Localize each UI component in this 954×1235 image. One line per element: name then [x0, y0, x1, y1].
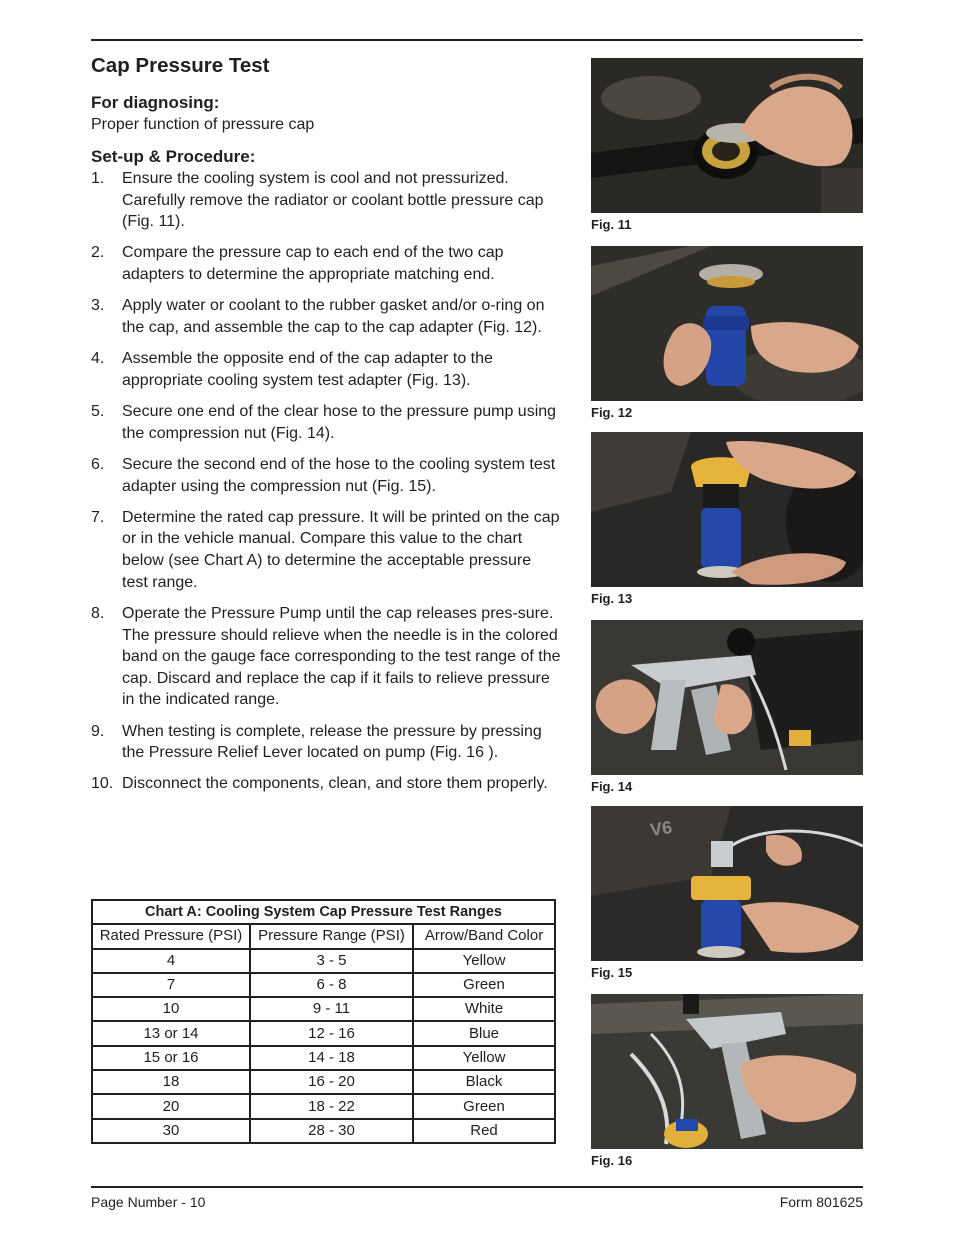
pressure-range-cell: 16 - 20 [250, 1070, 413, 1094]
step-number: 10. [91, 775, 114, 793]
column-header: Pressure Range (PSI) [250, 924, 413, 948]
band-color-cell: Green [413, 973, 555, 997]
engine-v6-badge: V6 [648, 817, 674, 840]
table-row [92, 1119, 555, 1143]
step-item [91, 773, 561, 795]
step-text: When testing is complete, release the pressure by pressing the Pressure Relief Lever located on pump (Fig. 16 ). [122, 722, 542, 762]
step-item [91, 348, 561, 391]
step-text: Apply water or coolant to the rubber gasket and/or o-ring on the cap, and assemble the cap to the cap adapter (Fig. 12). [122, 297, 545, 336]
step-item [91, 507, 561, 593]
rated-pressure-cell: 13 or 14 [92, 1021, 250, 1045]
photo-hose-to-pump [591, 620, 863, 775]
top-rule [91, 39, 863, 41]
pressure-chart-table [91, 899, 556, 1144]
figure-caption: Fig. 15 [591, 965, 633, 980]
rated-pressure-cell: 4 [92, 949, 250, 973]
column-header: Rated Pressure (PSI) [92, 924, 250, 948]
bottom-rule [91, 1186, 863, 1188]
step-number: 3. [91, 297, 105, 315]
step-text: Secure the second end of the hose to the cooling system test adapter using the compression nut (Fig. 15). [122, 455, 556, 495]
pressure-range-cell: 12 - 16 [250, 1021, 413, 1045]
rated-pressure-cell: 18 [92, 1070, 250, 1094]
figure-caption: Fig. 16 [591, 1153, 633, 1168]
chart-title: Chart A: Cooling System Cap Pressure Test Ranges [92, 900, 555, 924]
table-row [92, 973, 555, 997]
rated-pressure-cell: 10 [92, 997, 250, 1021]
step-text: Compare the pressure cap to each end of the two cap adapters to determine the appropriate matching end. [122, 244, 504, 284]
pressure-range-cell: 6 - 8 [250, 973, 413, 997]
step-item [91, 242, 561, 285]
step-number: 7. [91, 508, 105, 526]
step-number: 5. [91, 403, 105, 421]
step-text: Assemble the opposite end of the cap adapter to the appropriate cooling system test adapter (Fig. 13). [122, 350, 493, 389]
step-item [91, 721, 561, 764]
band-color-cell: White [413, 997, 555, 1021]
table-row [92, 1021, 555, 1045]
band-color-cell: Black [413, 1070, 555, 1094]
table-row [92, 997, 555, 1021]
step-item [91, 454, 561, 497]
step-number: 6. [91, 455, 105, 473]
figure-11 [591, 58, 863, 233]
table-row [92, 1046, 555, 1070]
step-text: Disconnect the components, clean, and store them properly. [122, 775, 548, 793]
step-number: 4. [91, 350, 105, 368]
rated-pressure-cell: 7 [92, 973, 250, 997]
figure-14 [591, 620, 863, 795]
step-item [91, 401, 561, 444]
step-item [91, 603, 561, 711]
table-row [92, 949, 555, 973]
rated-pressure-cell: 20 [92, 1094, 250, 1118]
step-text: Secure one end of the clear hose to the pressure pump using the compression nut (Fig. 14). [122, 403, 557, 442]
setup-heading: Set-up & Procedure: [91, 147, 256, 166]
diagnosing-heading: For diagnosing: [91, 93, 220, 112]
figure-caption: Fig. 12 [591, 405, 633, 420]
step-number: 1. [91, 170, 105, 187]
diagnosing-text: Proper function of pressure cap [91, 116, 315, 133]
procedure-steps [91, 168, 561, 795]
figure-13 [591, 432, 863, 607]
step-number: 2. [91, 244, 105, 262]
figure-caption: Fig. 11 [591, 217, 632, 232]
page-number: Page Number - 10 [91, 1194, 206, 1210]
band-color-cell: Red [413, 1119, 555, 1143]
step-number: 8. [91, 604, 105, 622]
step-item [91, 168, 561, 233]
step-text: Determine the rated cap pressure. It will be printed on the cap or in the vehicle manual. Compare this value to the chart below (see Chart A) to determine the acceptable pressure test range. [122, 508, 560, 591]
figure-12 [591, 246, 863, 421]
step-text: Operate the Pressure Pump until the cap releases pres-sure. The pressure should relieve when the needle is in the colored band on the gauge face corresponding to the test range of the cap. Discard and replace the cap if it fails to relieve pressure in the indicated range. [122, 604, 561, 709]
band-color-cell: Blue [413, 1021, 555, 1045]
rated-pressure-cell: 30 [92, 1119, 250, 1143]
band-color-cell: Green [413, 1094, 555, 1118]
step-item [91, 295, 561, 338]
table-header-row [92, 924, 555, 948]
table-row [92, 1070, 555, 1094]
photo-remove-radiator-cap [591, 58, 863, 213]
figure-caption: Fig. 13 [591, 591, 633, 606]
photo-pressure-relief [591, 994, 863, 1149]
pressure-range-cell: 3 - 5 [250, 949, 413, 973]
photo-test-adapter-assembly [591, 432, 863, 587]
table-row [92, 1094, 555, 1118]
photo-cap-on-adapter [591, 246, 863, 401]
page-title: Cap Pressure Test [91, 54, 270, 77]
band-color-cell: Yellow [413, 949, 555, 973]
instructions-column [91, 52, 561, 805]
step-text: Ensure the cooling system is cool and not pressurized. Carefully remove the radiator or coolant bottle pressure cap (Fig. 11). [122, 170, 544, 231]
pressure-range-cell: 18 - 22 [250, 1094, 413, 1118]
form-number: Form 801625 [779, 1194, 863, 1210]
figure-16 [591, 994, 863, 1169]
step-number: 9. [91, 722, 105, 740]
column-header: Arrow/Band Color [413, 924, 555, 948]
figure-15 [591, 806, 863, 981]
figure-caption: Fig. 14 [591, 779, 633, 794]
pressure-range-cell: 9 - 11 [250, 997, 413, 1021]
band-color-cell: Yellow [413, 1046, 555, 1070]
pressure-range-cell: 28 - 30 [250, 1119, 413, 1143]
pressure-range-cell: 14 - 18 [250, 1046, 413, 1070]
rated-pressure-cell: 15 or 16 [92, 1046, 250, 1070]
photo-hose-to-test-adapter [591, 806, 863, 961]
